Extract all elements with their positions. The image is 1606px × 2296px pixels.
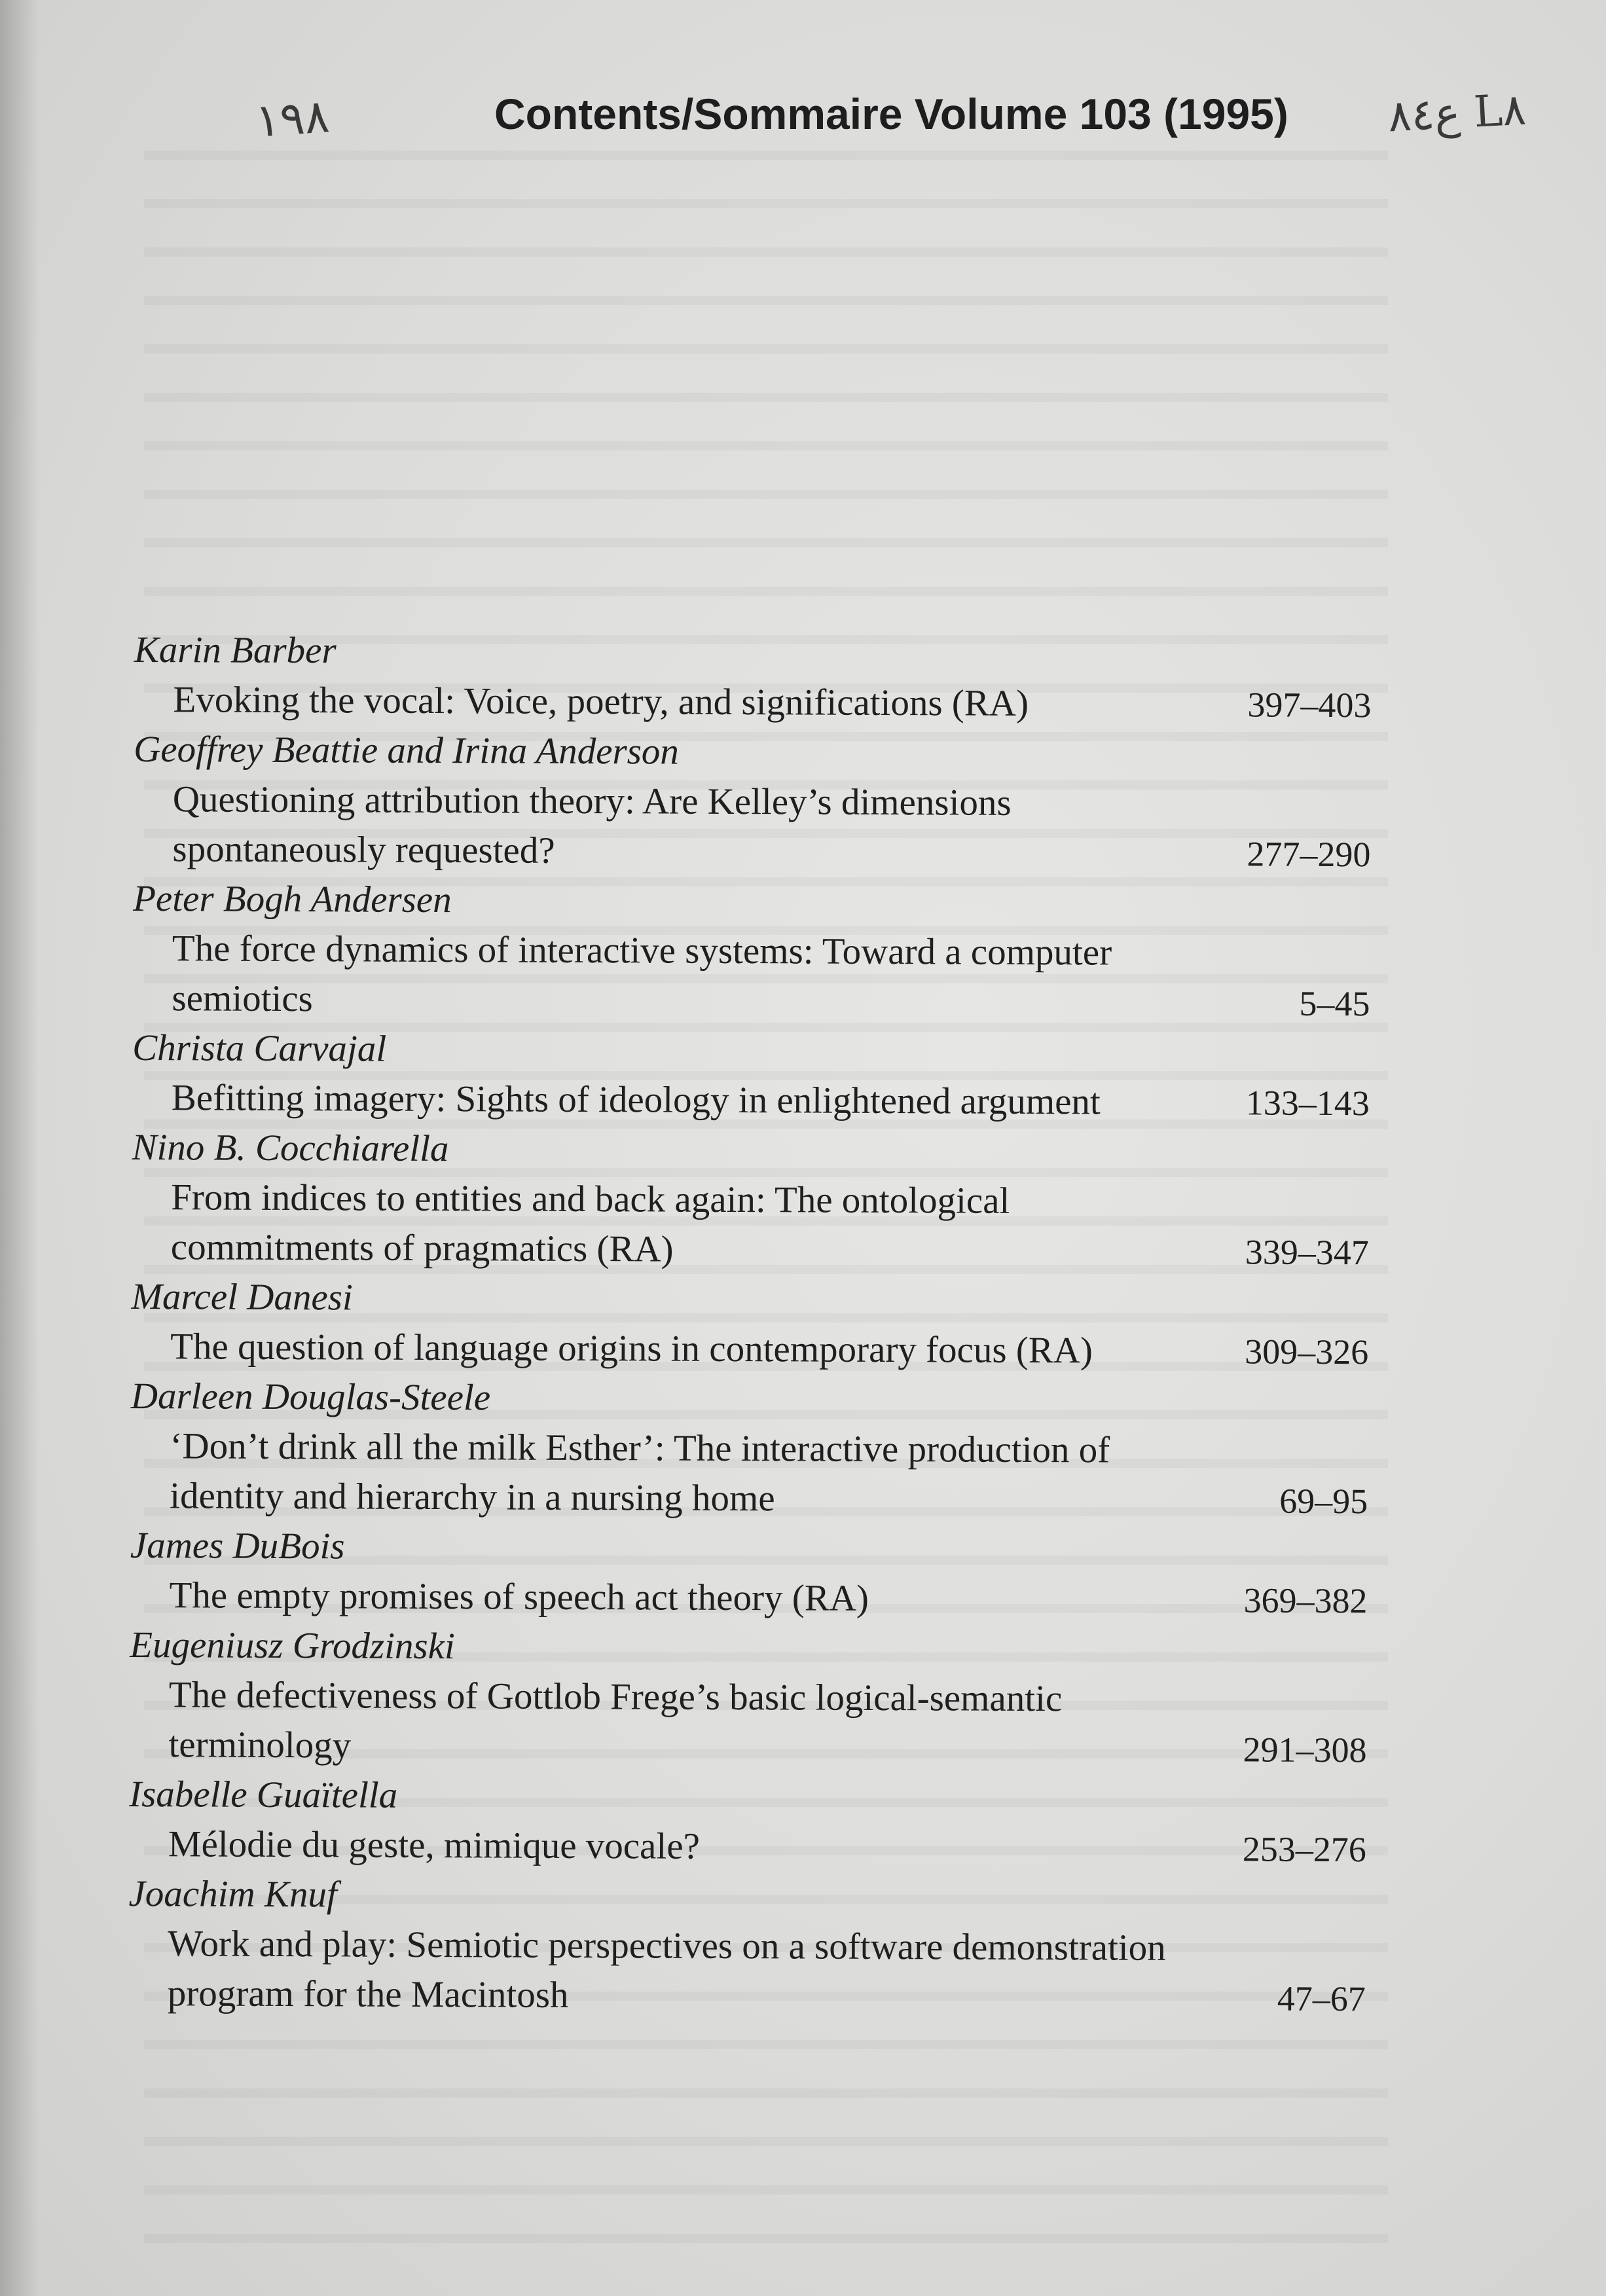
entry-author: Eugeniusz Grodzinski: [130, 1624, 455, 1667]
entry-pages: 133–143: [1245, 1083, 1370, 1123]
entry-pages: 277–290: [1247, 834, 1371, 875]
entry-pages: 309–326: [1245, 1332, 1369, 1372]
entry-author: Isabelle Guaïtella: [129, 1773, 398, 1816]
toc-entry: [134, 625, 1385, 730]
toc-entry: [133, 725, 1384, 879]
entry-pages: 369–382: [1243, 1580, 1368, 1621]
toc-entry: [130, 1372, 1381, 1526]
table-of-contents: [128, 625, 1385, 2024]
entry-title: ‘Don’t drink all the milk Esther’: The interactive production of identity and hierarchy in a nursing home: [170, 1425, 1110, 1520]
entry-work: [130, 1421, 1381, 1526]
entry-pages: 47–67: [1277, 1978, 1366, 2019]
entry-author: Nino B. Cocchiarella: [132, 1126, 449, 1170]
entry-pages: 339–347: [1245, 1232, 1369, 1273]
entry-pages: 5–45: [1299, 983, 1370, 1024]
toc-entry: [131, 1272, 1382, 1377]
entry-pages: 253–276: [1242, 1829, 1366, 1870]
entry-work: [132, 1073, 1383, 1128]
page-header: [253, 84, 1527, 157]
entry-work: [130, 1571, 1380, 1626]
entry-author: Joachim Knuf: [128, 1872, 337, 1916]
entry-work: [131, 1322, 1381, 1377]
entry-pages: 69–95: [1279, 1481, 1368, 1522]
entry-title: The empty promises of speech act theory (RA): [169, 1575, 869, 1619]
entry-title: Mélodie du geste, mimique vocale?: [168, 1823, 701, 1867]
entry-title: From indices to entities and back again: The ontological commitments of pragmatics (RA): [170, 1176, 1010, 1270]
entry-title: The force dynamics of interactive systems: Toward a computer semiotics: [172, 928, 1112, 1020]
toc-entry: [129, 1770, 1380, 1874]
handwritten-annotation-left: ١٩٨: [253, 89, 331, 148]
entry-author: James DuBois: [130, 1524, 345, 1567]
entry-author: Karin Barber: [134, 629, 337, 672]
entry-work: [133, 774, 1384, 879]
entry-author: Darleen Douglas-Steele: [130, 1375, 491, 1419]
entry-author: Christa Carvajal: [132, 1027, 387, 1070]
entry-work: [132, 924, 1383, 1029]
entry-title: Befitting imagery: Sights of ideology in enlightened argument: [171, 1077, 1101, 1123]
handwritten-annotation-right: ع٨٤ L٨: [1387, 84, 1527, 142]
toc-entry: [132, 1023, 1383, 1128]
toc-entry: [132, 1123, 1383, 1277]
entry-work: [132, 1173, 1383, 1277]
toc-entry: [128, 1869, 1379, 2024]
entry-pages: 291–308: [1243, 1730, 1367, 1770]
entry-title: The question of language origins in contemporary focus (RA): [170, 1326, 1093, 1372]
entry-author: Geoffrey Beattie and Irina Anderson: [134, 728, 679, 773]
entry-pages: 397–403: [1247, 685, 1372, 725]
page-title: Contents/Sommaire Volume 103 (1995): [494, 90, 1288, 138]
entry-work: [128, 1919, 1379, 2024]
toc-entry: [130, 1521, 1381, 1626]
toc-entry: [132, 874, 1383, 1029]
entry-title: Evoking the vocal: Voice, poetry, and significations (RA): [173, 679, 1029, 724]
entry-author: Peter Bogh Andersen: [133, 877, 452, 921]
entry-title: Questioning attribution theory: Are Kelley’s dimensions spontaneously requested?: [172, 778, 1012, 871]
binding-shadow: [0, 0, 39, 2296]
entry-work: [129, 1819, 1379, 1874]
entry-title: Work and play: Semiotic perspectives on a software demonstration program for the Macintosh: [167, 1923, 1166, 2016]
toc-entry: [129, 1620, 1380, 1775]
entry-work: [129, 1670, 1380, 1775]
entry-author: Marcel Danesi: [131, 1275, 353, 1319]
entry-title: The defectiveness of Gottlob Frege’s basic logical-semantic terminology: [168, 1674, 1063, 1766]
entry-work: [134, 675, 1384, 730]
